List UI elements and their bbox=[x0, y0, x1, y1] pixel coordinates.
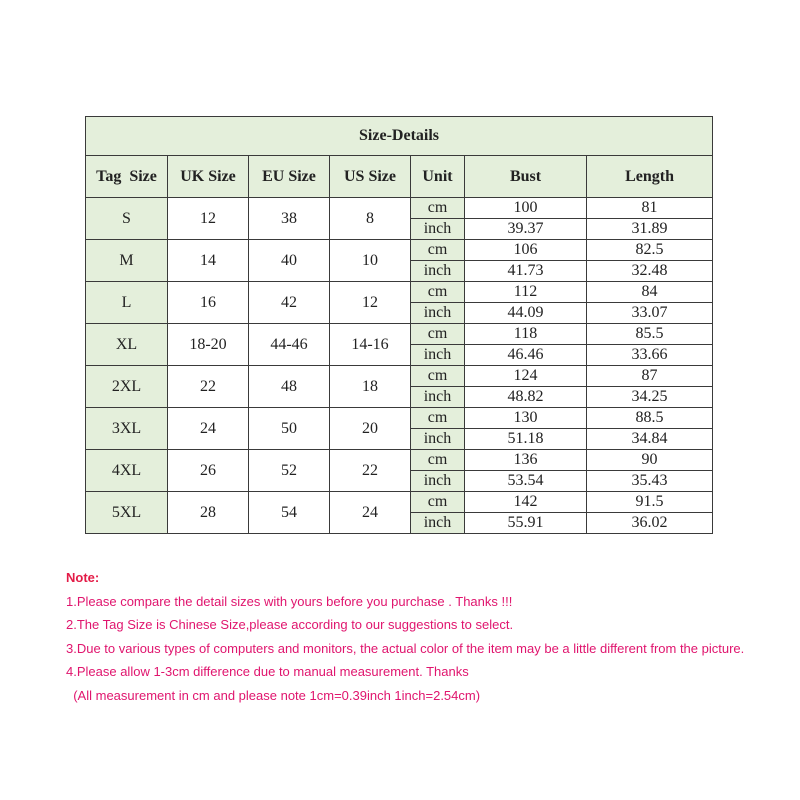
eu-size-cell: 40 bbox=[249, 240, 330, 282]
header-row bbox=[86, 156, 713, 198]
unit-cell: inch bbox=[411, 219, 465, 240]
tag-size-cell: 5XL bbox=[86, 492, 168, 534]
length-inch-cell: 34.25 bbox=[587, 387, 713, 408]
unit-cell: cm bbox=[411, 282, 465, 303]
bust-cm-cell: 130 bbox=[465, 408, 587, 429]
unit-cell: inch bbox=[411, 513, 465, 534]
length-cm-cell: 82.5 bbox=[587, 240, 713, 261]
bust-inch-cell: 44.09 bbox=[465, 303, 587, 324]
note-line: 1.Please compare the detail sizes with yours before you purchase . Thanks !!! bbox=[66, 593, 513, 609]
bust-cm-cell: 106 bbox=[465, 240, 587, 261]
tag-size-cell: 4XL bbox=[86, 450, 168, 492]
unit-cell: cm bbox=[411, 366, 465, 387]
tag-size-cell: 3XL bbox=[86, 408, 168, 450]
eu-size-cell: 38 bbox=[249, 198, 330, 240]
header-eu-size: EU Size bbox=[249, 156, 330, 198]
uk-size-cell: 24 bbox=[168, 408, 249, 450]
eu-size-cell: 54 bbox=[249, 492, 330, 534]
header-uk-size: UK Size bbox=[168, 156, 249, 198]
unit-cell: inch bbox=[411, 387, 465, 408]
eu-size-cell: 52 bbox=[249, 450, 330, 492]
unit-cell: cm bbox=[411, 450, 465, 471]
us-size-cell: 22 bbox=[330, 450, 411, 492]
length-inch-cell: 34.84 bbox=[587, 429, 713, 450]
unit-cell: inch bbox=[411, 303, 465, 324]
bust-inch-cell: 41.73 bbox=[465, 261, 587, 282]
uk-size-cell: 12 bbox=[168, 198, 249, 240]
bust-cm-cell: 100 bbox=[465, 198, 587, 219]
bust-inch-cell: 53.54 bbox=[465, 471, 587, 492]
eu-size-cell: 48 bbox=[249, 366, 330, 408]
uk-size-cell: 16 bbox=[168, 282, 249, 324]
size-details-table bbox=[85, 116, 713, 534]
note-line: (All measurement in cm and please note 1cm=0.39inch 1inch=2.54cm) bbox=[66, 687, 481, 703]
note-line: 2.The Tag Size is Chinese Size,please according to our suggestions to select. bbox=[66, 617, 514, 632]
us-size-cell: 14-16 bbox=[330, 324, 411, 366]
us-size-cell: 18 bbox=[330, 366, 411, 408]
header-us-size: US Size bbox=[330, 156, 411, 198]
table-row bbox=[86, 366, 713, 387]
tag-size-cell: M bbox=[86, 240, 168, 282]
table-title: Size-Details bbox=[86, 117, 713, 156]
bust-inch-cell: 39.37 bbox=[465, 219, 587, 240]
length-cm-cell: 88.5 bbox=[587, 408, 713, 429]
header-tag-size: Tag Size bbox=[86, 156, 168, 198]
notes-section bbox=[66, 570, 744, 711]
tag-size-cell: L bbox=[86, 282, 168, 324]
bust-cm-cell: 112 bbox=[465, 282, 587, 303]
length-cm-cell: 87 bbox=[587, 366, 713, 387]
tag-size-cell: XL bbox=[86, 324, 168, 366]
length-cm-cell: 85.5 bbox=[587, 324, 713, 345]
us-size-cell: 24 bbox=[330, 492, 411, 534]
unit-cell: inch bbox=[411, 261, 465, 282]
uk-size-cell: 14 bbox=[168, 240, 249, 282]
header-length: Length bbox=[587, 156, 713, 198]
eu-size-cell: 44-46 bbox=[249, 324, 330, 366]
unit-cell: inch bbox=[411, 345, 465, 366]
uk-size-cell: 26 bbox=[168, 450, 249, 492]
unit-cell: cm bbox=[411, 240, 465, 261]
note-line: 4.Please allow 1-3cm difference due to manual measurement. Thanks bbox=[66, 664, 469, 679]
length-inch-cell: 31.89 bbox=[587, 219, 713, 240]
tag-size-cell: 2XL bbox=[86, 366, 168, 408]
bust-cm-cell: 124 bbox=[465, 366, 587, 387]
unit-cell: cm bbox=[411, 492, 465, 513]
us-size-cell: 12 bbox=[330, 282, 411, 324]
bust-cm-cell: 118 bbox=[465, 324, 587, 345]
length-cm-cell: 91.5 bbox=[587, 492, 713, 513]
table-row bbox=[86, 282, 713, 303]
uk-size-cell: 28 bbox=[168, 492, 249, 534]
length-inch-cell: 33.66 bbox=[587, 345, 713, 366]
length-inch-cell: 33.07 bbox=[587, 303, 713, 324]
unit-cell: cm bbox=[411, 198, 465, 219]
unit-cell: inch bbox=[411, 471, 465, 492]
table-row bbox=[86, 198, 713, 219]
length-cm-cell: 84 bbox=[587, 282, 713, 303]
unit-cell: cm bbox=[411, 408, 465, 429]
table-row bbox=[86, 450, 713, 471]
table-row bbox=[86, 492, 713, 513]
length-inch-cell: 35.43 bbox=[587, 471, 713, 492]
us-size-cell: 20 bbox=[330, 408, 411, 450]
eu-size-cell: 50 bbox=[249, 408, 330, 450]
unit-cell: cm bbox=[411, 324, 465, 345]
header-bust: Bust bbox=[465, 156, 587, 198]
table-row bbox=[86, 408, 713, 429]
us-size-cell: 8 bbox=[330, 198, 411, 240]
bust-cm-cell: 136 bbox=[465, 450, 587, 471]
uk-size-cell: 18-20 bbox=[168, 324, 249, 366]
length-inch-cell: 32.48 bbox=[587, 261, 713, 282]
length-cm-cell: 81 bbox=[587, 198, 713, 219]
note-line: 3.Due to various types of computers and monitors, the actual color of the item may be a little different from the picture. bbox=[66, 640, 745, 656]
bust-cm-cell: 142 bbox=[465, 492, 587, 513]
length-inch-cell: 36.02 bbox=[587, 513, 713, 534]
eu-size-cell: 42 bbox=[249, 282, 330, 324]
table-row bbox=[86, 240, 713, 261]
unit-cell: inch bbox=[411, 429, 465, 450]
bust-inch-cell: 51.18 bbox=[465, 429, 587, 450]
uk-size-cell: 22 bbox=[168, 366, 249, 408]
table-row bbox=[86, 324, 713, 345]
bust-inch-cell: 46.46 bbox=[465, 345, 587, 366]
bust-inch-cell: 48.82 bbox=[465, 387, 587, 408]
header-unit: Unit bbox=[411, 156, 465, 198]
length-cm-cell: 90 bbox=[587, 450, 713, 471]
notes-title: Note: bbox=[66, 570, 100, 585]
us-size-cell: 10 bbox=[330, 240, 411, 282]
tag-size-cell: S bbox=[86, 198, 168, 240]
bust-inch-cell: 55.91 bbox=[465, 513, 587, 534]
